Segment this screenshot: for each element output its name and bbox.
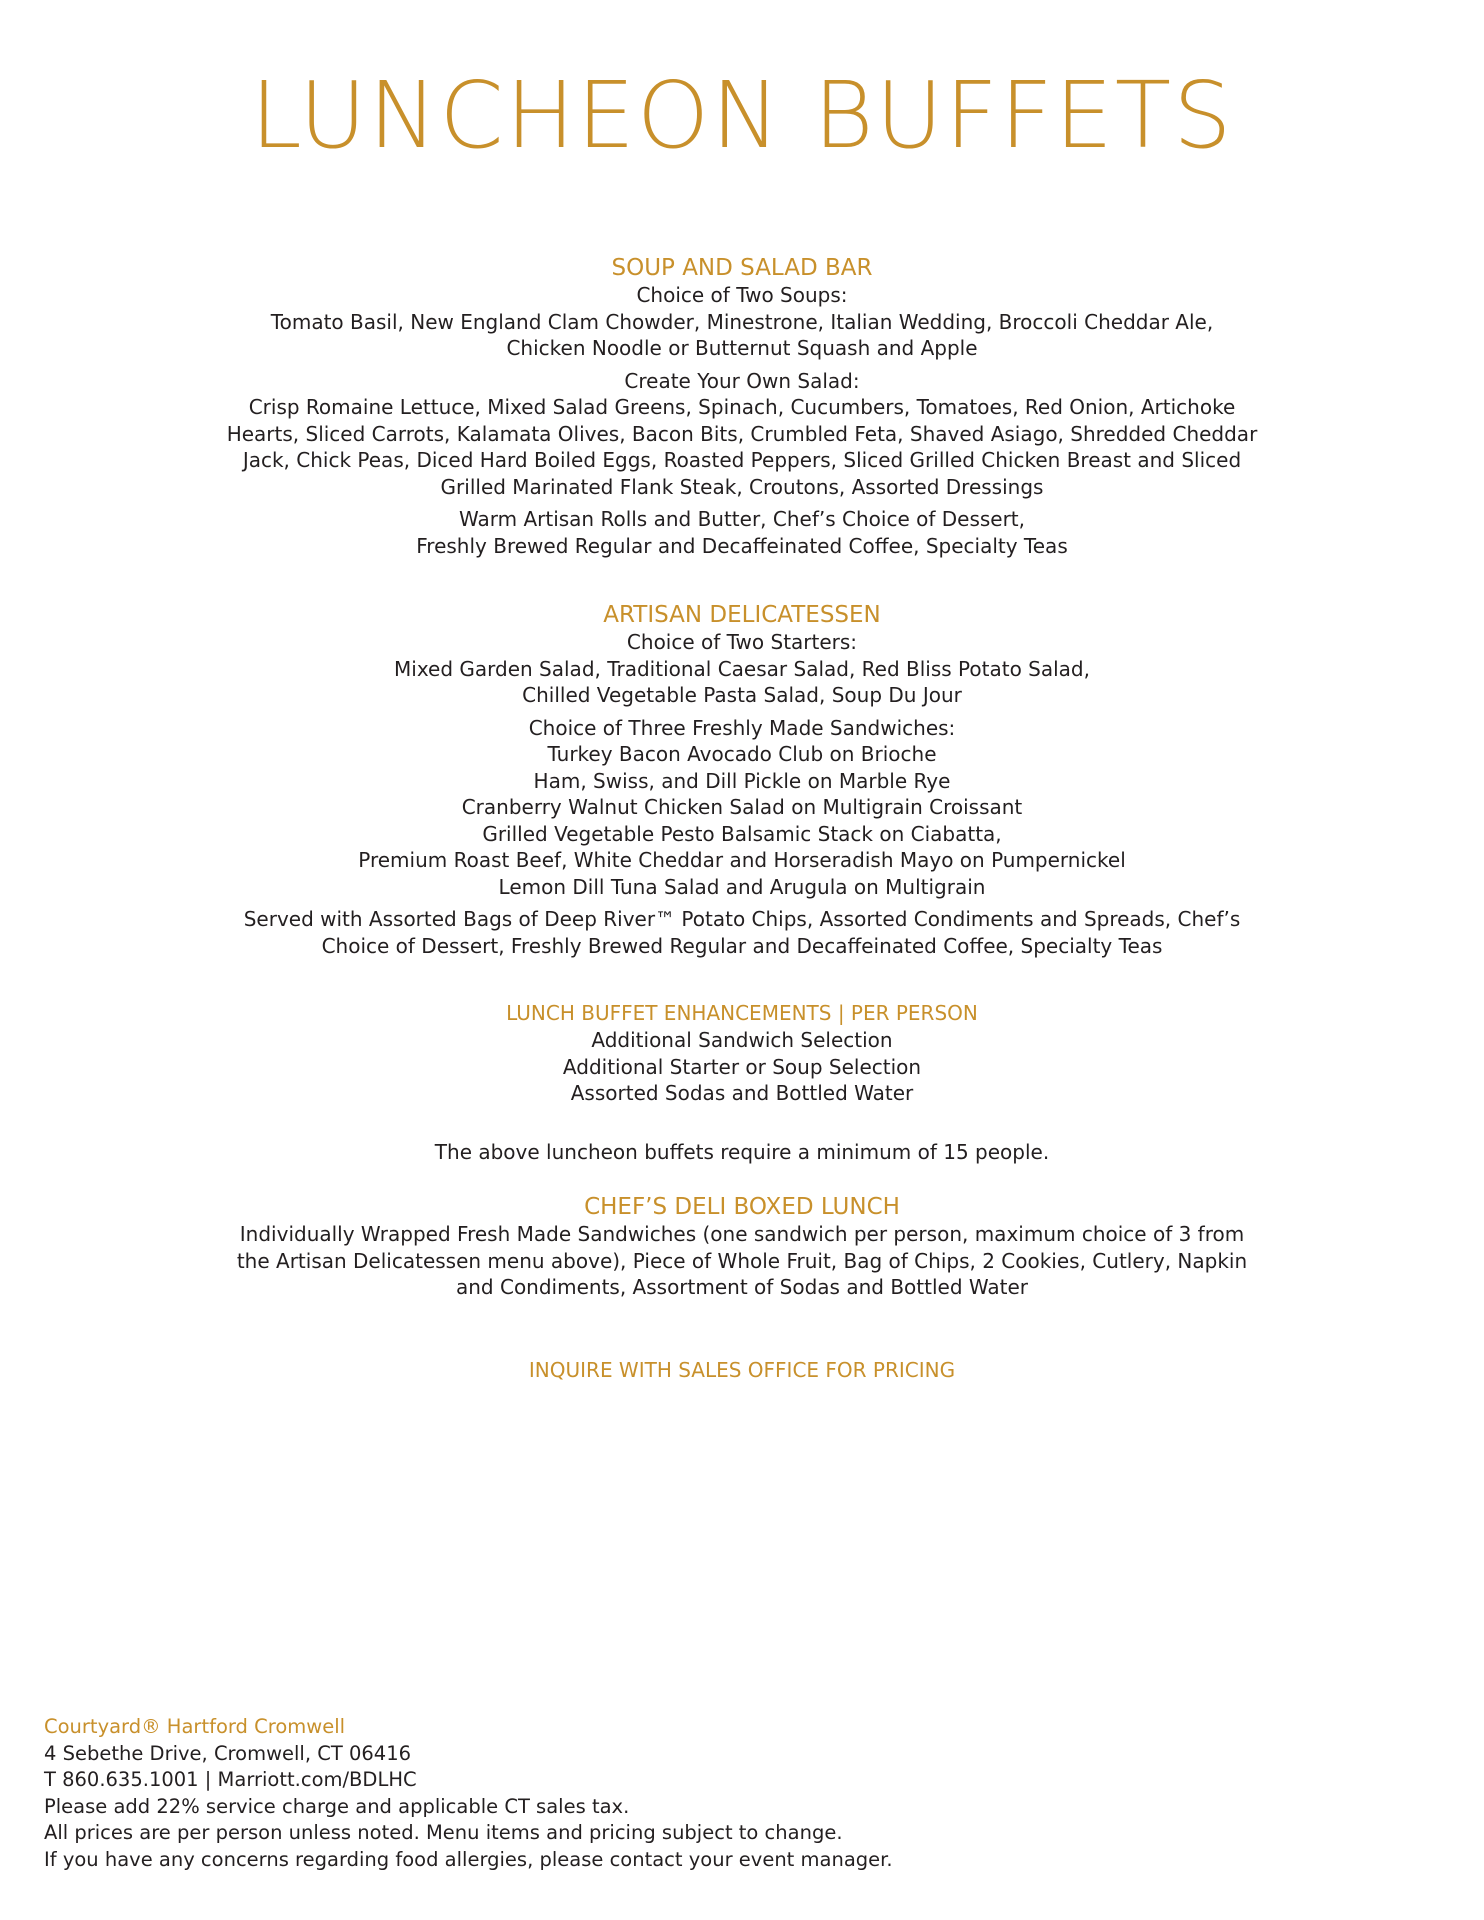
soups-line: Chicken Noodle or Butternut Squash and Apple xyxy=(506,336,978,360)
footer xyxy=(44,1714,944,1873)
soups-group xyxy=(192,282,1292,362)
pricing-note: INQUIRE WITH SALES OFFICE FOR PRICING xyxy=(528,1357,956,1382)
enhancement-item: Assorted Sodas and Bottled Water xyxy=(570,1081,914,1105)
soup-extras-group xyxy=(192,506,1292,559)
section-heading-deli: ARTISAN DELICATESSEN xyxy=(603,602,881,628)
deli-served-group xyxy=(192,906,1292,959)
enhancement-item: Additional Sandwich Selection xyxy=(591,1028,893,1052)
soups-label: Choice of Two Soups: xyxy=(636,283,848,307)
served-line: Choice of Dessert, Freshly Brewed Regular and Decaffeinated Coffee, Specialty Teas xyxy=(321,933,1163,958)
starters-group xyxy=(192,629,1292,709)
hotel-contact: T 860.635.1001 | Marriott.com/BDLHC xyxy=(44,1768,417,1791)
sandwich-item: Premium Roast Beef, White Cheddar and Horseradish Mayo on Pumpernickel xyxy=(358,848,1126,872)
hotel-address: 4 Sebethe Drive, Cromwell, CT 06416 xyxy=(44,1741,412,1765)
boxed-lunch-section xyxy=(192,1193,1292,1301)
menu-content xyxy=(0,254,1484,1383)
sandwich-item: Cranberry Walnut Chicken Salad on Multigrain Croissant xyxy=(461,795,1023,819)
boxed-line: the Artisan Delicatessen menu above), Piece of Whole Fruit, Bag of Chips, 2 Cookies, Cutlery, Napkin xyxy=(236,1248,1248,1273)
soups-line: Tomato Basil, New England Clam Chowder, Minestrone, Italian Wedding, Broccoli Cheddar Ale, xyxy=(270,309,1214,334)
pricing-disclaimer: All prices are per person unless noted. Menu items and pricing subject to change. xyxy=(44,1821,843,1844)
sandwich-item: Lemon Dill Tuna Salad and Arugula on Multigrain xyxy=(498,874,986,899)
service-charge-note: Please add 22% service charge and applicable CT sales tax. xyxy=(44,1794,630,1818)
sandwich-item: Turkey Bacon Avocado Club on Brioche xyxy=(547,742,937,766)
allergy-note: If you have any concerns regarding food allergies, please contact your event manager. xyxy=(44,1847,893,1871)
salad-line: Hearts, Sliced Carrots, Kalamata Olives, Bacon Bits, Crumbled Feta, Shaved Asiago, Shredded Cheddar xyxy=(226,421,1258,446)
enhancement-item: Additional Starter or Soup Selection xyxy=(562,1054,922,1079)
minimum-note: The above luncheon buffets require a minimum of 15 people. xyxy=(434,1139,1050,1164)
starters-label: Choice of Two Starters: xyxy=(626,630,858,654)
served-line: Served with Assorted Bags of Deep River™ Potato Chips, Assorted Condiments and Spreads, Chef’s xyxy=(243,907,1241,931)
deli-section xyxy=(192,601,1292,959)
section-heading-boxed-lunch: CHEF’S DELI BOXED LUNCH xyxy=(584,1194,900,1220)
salad-label: Create Your Own Salad: xyxy=(624,368,860,393)
enhancements-section xyxy=(292,999,1192,1107)
page-title: LUNCHEON BUFFETS xyxy=(250,62,1234,169)
salad-line: Grilled Marinated Flank Steak, Croutons, Assorted Dressings xyxy=(440,474,1044,499)
sandwiches-label: Choice of Three Freshly Made Sandwiches: xyxy=(528,715,956,740)
sandwich-item: Grilled Vegetable Pesto Balsamic Stack on Ciabatta, xyxy=(482,821,1002,846)
hotel-name: Courtyard® Hartford Cromwell xyxy=(44,1715,346,1738)
starters-line: Mixed Garden Salad, Traditional Caesar Salad, Red Bliss Potato Salad, xyxy=(394,656,1090,681)
salad-group xyxy=(192,368,1292,501)
boxed-line: Individually Wrapped Fresh Made Sandwiches (one sandwich per person, maximum choice of 3 from xyxy=(239,1222,1245,1246)
section-heading-soup-salad: SOUP AND SALAD BAR xyxy=(611,255,873,281)
extras-line: Warm Artisan Rolls and Butter, Chef’s Choice of Dessert, xyxy=(458,507,1026,531)
sandwich-item: Ham, Swiss, and Dill Pickle on Marble Rye xyxy=(533,768,951,793)
starters-line: Chilled Vegetable Pasta Salad, Soup Du Jour xyxy=(522,683,962,707)
boxed-line: and Condiments, Assortment of Sodas and Bottled Water xyxy=(456,1275,1028,1299)
extras-line: Freshly Brewed Regular and Decaffeinated Coffee, Specialty Teas xyxy=(416,533,1068,558)
salad-line: Jack, Chick Peas, Diced Hard Boiled Eggs, Roasted Peppers, Sliced Grilled Chicken Breast and Sliced xyxy=(242,448,1242,472)
sandwiches-group xyxy=(192,715,1292,901)
section-heading-enhancements: LUNCH BUFFET ENHANCEMENTS | PER PERSON xyxy=(506,1001,978,1025)
soup-salad-section xyxy=(192,254,1292,559)
salad-line: Crisp Romaine Lettuce, Mixed Salad Greens, Spinach, Cucumbers, Tomatoes, Red Onion, Artichoke xyxy=(248,395,1236,419)
